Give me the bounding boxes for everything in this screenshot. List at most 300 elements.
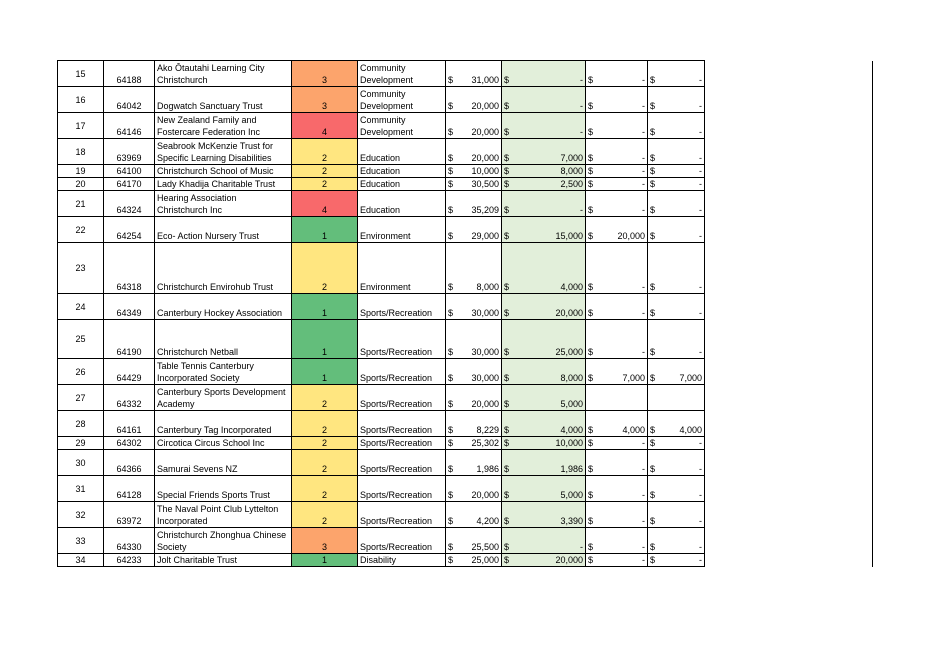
priority-rating: 1: [292, 359, 358, 385]
table-row: [58, 359, 873, 385]
amount-recommended-value: -: [580, 127, 583, 137]
currency-symbol: $: [504, 101, 510, 111]
currency-symbol: $: [650, 127, 656, 137]
currency-symbol: $: [448, 231, 454, 241]
amount-recommended: [502, 528, 586, 554]
amount-requested-value: 20,000: [471, 153, 499, 163]
row-number: 22: [58, 217, 104, 243]
amount-col3: [586, 113, 648, 139]
amount-col4-value: -: [699, 542, 702, 552]
amount-recommended-value: 1,986: [560, 464, 583, 474]
priority-rating: 2: [292, 437, 358, 450]
currency-symbol: $: [448, 555, 454, 565]
application-id: 64366: [104, 450, 155, 476]
currency-symbol: $: [504, 490, 510, 500]
category: Sports/Recreation: [358, 411, 446, 437]
row-number: 27: [58, 385, 104, 411]
application-id: 64190: [104, 320, 155, 359]
category: Sports/Recreation: [358, 437, 446, 450]
row-number: 30: [58, 450, 104, 476]
amount-requested: [446, 528, 502, 554]
currency-symbol: $: [650, 516, 656, 526]
amount-recommended: [502, 411, 586, 437]
blank-cell: [705, 191, 873, 217]
table-row: [58, 476, 873, 502]
amount-recommended-value: 20,000: [555, 308, 583, 318]
currency-symbol: $: [588, 127, 594, 137]
amount-recommended-value: -: [580, 542, 583, 552]
amount-col3-value: -: [642, 101, 645, 111]
currency-symbol: $: [504, 399, 510, 409]
blank-cell: [705, 178, 873, 191]
currency-symbol: $: [504, 464, 510, 474]
table-row: [58, 165, 873, 178]
category: Environment: [358, 243, 446, 294]
currency-symbol: $: [504, 542, 510, 552]
amount-recommended: [502, 113, 586, 139]
amount-col4-value: -: [699, 490, 702, 500]
priority-rating: 2: [292, 178, 358, 191]
blank-cell: [705, 165, 873, 178]
blank-cell: [705, 61, 873, 87]
amount-col4-value: -: [699, 347, 702, 357]
blank-cell: [705, 502, 873, 528]
currency-symbol: $: [504, 425, 510, 435]
currency-symbol: $: [448, 490, 454, 500]
amount-col3-value: -: [642, 464, 645, 474]
currency-symbol: $: [650, 282, 656, 292]
amount-col4: [648, 476, 705, 502]
amount-recommended-value: 5,000: [560, 399, 583, 409]
table-row: [58, 61, 873, 87]
amount-col4: [648, 385, 705, 411]
amount-recommended: [502, 554, 586, 567]
currency-symbol: $: [504, 205, 510, 215]
table-row: [58, 528, 873, 554]
amount-recommended-value: -: [580, 205, 583, 215]
currency-symbol: $: [504, 231, 510, 241]
amount-col3-value: 4,000: [622, 425, 645, 435]
amount-col4-value: -: [699, 516, 702, 526]
amount-col3-value: -: [642, 542, 645, 552]
row-number: 34: [58, 554, 104, 567]
amount-recommended: [502, 191, 586, 217]
amount-col4: [648, 320, 705, 359]
category: Community Development: [358, 61, 446, 87]
blank-cell: [705, 385, 873, 411]
amount-col4-value: -: [699, 205, 702, 215]
amount-col3: [586, 359, 648, 385]
currency-symbol: $: [588, 308, 594, 318]
priority-rating: 2: [292, 411, 358, 437]
amount-requested-value: 30,500: [471, 179, 499, 189]
amount-col4: [648, 113, 705, 139]
amount-col3: [586, 165, 648, 178]
category: Sports/Recreation: [358, 450, 446, 476]
currency-symbol: $: [588, 231, 594, 241]
amount-col4: [648, 554, 705, 567]
amount-requested: [446, 437, 502, 450]
row-number: 32: [58, 502, 104, 528]
organisation-name: The Naval Point Club Lyttelton Incorporated: [155, 502, 292, 528]
priority-rating: 4: [292, 191, 358, 217]
row-number: 21: [58, 191, 104, 217]
amount-requested-value: 20,000: [471, 127, 499, 137]
row-number: 15: [58, 61, 104, 87]
application-id: 64128: [104, 476, 155, 502]
application-id: 64188: [104, 61, 155, 87]
amount-requested-value: 30,000: [471, 373, 499, 383]
organisation-name: Christchurch Zhonghua Chinese Society: [155, 528, 292, 554]
application-id: 64302: [104, 437, 155, 450]
table-row: [58, 217, 873, 243]
priority-rating: 1: [292, 217, 358, 243]
row-number: 24: [58, 294, 104, 320]
currency-symbol: $: [650, 425, 656, 435]
blank-cell: [705, 528, 873, 554]
amount-requested-value: 25,000: [471, 555, 499, 565]
amount-recommended: [502, 87, 586, 113]
priority-rating: 2: [292, 502, 358, 528]
row-number: 20: [58, 178, 104, 191]
table-row: [58, 178, 873, 191]
amount-requested: [446, 411, 502, 437]
currency-symbol: $: [504, 166, 510, 176]
amount-col3: [586, 554, 648, 567]
currency-symbol: $: [650, 308, 656, 318]
table-row: [58, 320, 873, 359]
row-number: 19: [58, 165, 104, 178]
currency-symbol: $: [588, 555, 594, 565]
amount-col4: [648, 411, 705, 437]
blank-cell: [705, 437, 873, 450]
organisation-name: Christchurch Netball: [155, 320, 292, 359]
amount-col3: [586, 476, 648, 502]
category: Education: [358, 165, 446, 178]
amount-col4: [648, 61, 705, 87]
application-id: 64330: [104, 528, 155, 554]
amount-col4: [648, 191, 705, 217]
currency-symbol: $: [588, 153, 594, 163]
application-id: 64170: [104, 178, 155, 191]
organisation-name: Circotica Circus School Inc: [155, 437, 292, 450]
amount-recommended: [502, 217, 586, 243]
amount-recommended-value: 4,000: [560, 282, 583, 292]
amount-requested: [446, 243, 502, 294]
row-number: 23: [58, 243, 104, 294]
blank-cell: [705, 243, 873, 294]
table-row: [58, 437, 873, 450]
amount-col3-value: -: [642, 127, 645, 137]
amount-requested: [446, 165, 502, 178]
priority-rating: 1: [292, 320, 358, 359]
organisation-name: Special Friends Sports Trust: [155, 476, 292, 502]
currency-symbol: $: [448, 75, 454, 85]
blank-cell: [705, 359, 873, 385]
application-id: 63972: [104, 502, 155, 528]
table-row: [58, 191, 873, 217]
amount-col4-value: -: [699, 308, 702, 318]
amount-col3: [586, 61, 648, 87]
amount-recommended-value: 15,000: [555, 231, 583, 241]
currency-symbol: $: [504, 282, 510, 292]
amount-recommended: [502, 320, 586, 359]
currency-symbol: $: [504, 179, 510, 189]
currency-symbol: $: [650, 347, 656, 357]
currency-symbol: $: [588, 347, 594, 357]
amount-requested-value: 20,000: [471, 399, 499, 409]
amount-requested: [446, 385, 502, 411]
organisation-name: New Zealand Family and Fostercare Federation Inc: [155, 113, 292, 139]
priority-rating: 3: [292, 528, 358, 554]
priority-rating: 1: [292, 554, 358, 567]
currency-symbol: $: [448, 399, 454, 409]
amount-col3: [586, 139, 648, 165]
application-id: 64233: [104, 554, 155, 567]
amount-requested-value: 4,200: [476, 516, 499, 526]
application-id: 64332: [104, 385, 155, 411]
row-number: 18: [58, 139, 104, 165]
table-row: [58, 450, 873, 476]
amount-requested-value: 10,000: [471, 166, 499, 176]
currency-symbol: $: [650, 490, 656, 500]
amount-recommended: [502, 61, 586, 87]
amount-recommended-value: 2,500: [560, 179, 583, 189]
amount-col4: [648, 217, 705, 243]
organisation-name: Lady Khadija Charitable Trust: [155, 178, 292, 191]
currency-symbol: $: [448, 347, 454, 357]
amount-col4-value: 7,000: [679, 373, 702, 383]
currency-symbol: $: [504, 555, 510, 565]
amount-requested-value: 8,000: [476, 282, 499, 292]
funding-table: [57, 60, 873, 567]
application-id: 64146: [104, 113, 155, 139]
blank-cell: [705, 217, 873, 243]
table-row: [58, 243, 873, 294]
organisation-name: Christchurch Envirohub Trust: [155, 243, 292, 294]
amount-recommended-value: -: [580, 101, 583, 111]
currency-symbol: $: [588, 75, 594, 85]
currency-symbol: $: [650, 75, 656, 85]
blank-cell: [705, 139, 873, 165]
priority-rating: 2: [292, 165, 358, 178]
currency-symbol: $: [448, 373, 454, 383]
amount-requested: [446, 294, 502, 320]
blank-cell: [705, 411, 873, 437]
amount-requested: [446, 450, 502, 476]
amount-requested-value: 29,000: [471, 231, 499, 241]
row-number: 33: [58, 528, 104, 554]
amount-col4-value: -: [699, 438, 702, 448]
currency-symbol: $: [504, 438, 510, 448]
category: Community Development: [358, 113, 446, 139]
currency-symbol: $: [588, 166, 594, 176]
currency-symbol: $: [504, 308, 510, 318]
amount-requested: [446, 178, 502, 191]
category: Education: [358, 178, 446, 191]
amount-col3-value: -: [642, 166, 645, 176]
table-row: [58, 411, 873, 437]
category: Sports/Recreation: [358, 294, 446, 320]
amount-requested-value: 35,209: [471, 205, 499, 215]
application-id: 64100: [104, 165, 155, 178]
amount-col4-value: -: [699, 231, 702, 241]
amount-col4: [648, 294, 705, 320]
organisation-name: Canterbury Sports Development Academy: [155, 385, 292, 411]
currency-symbol: $: [448, 282, 454, 292]
amount-col4-value: -: [699, 127, 702, 137]
category: Sports/Recreation: [358, 502, 446, 528]
currency-symbol: $: [588, 490, 594, 500]
amount-requested-value: 20,000: [471, 101, 499, 111]
amount-recommended-value: 8,000: [560, 373, 583, 383]
amount-col3-value: 7,000: [622, 373, 645, 383]
application-id: 63969: [104, 139, 155, 165]
currency-symbol: $: [650, 166, 656, 176]
currency-symbol: $: [504, 516, 510, 526]
table-row: [58, 113, 873, 139]
currency-symbol: $: [448, 308, 454, 318]
currency-symbol: $: [448, 179, 454, 189]
currency-symbol: $: [504, 153, 510, 163]
amount-recommended: [502, 476, 586, 502]
application-id: 64324: [104, 191, 155, 217]
amount-col4: [648, 528, 705, 554]
currency-symbol: $: [650, 438, 656, 448]
application-id: 64254: [104, 217, 155, 243]
amount-col3-value: -: [642, 347, 645, 357]
row-number: 16: [58, 87, 104, 113]
currency-symbol: $: [650, 205, 656, 215]
amount-col4-value: -: [699, 179, 702, 189]
organisation-name: Jolt Charitable Trust: [155, 554, 292, 567]
amount-recommended-value: 25,000: [555, 347, 583, 357]
row-number: 25: [58, 320, 104, 359]
category: Education: [358, 139, 446, 165]
amount-requested: [446, 61, 502, 87]
table-row: [58, 502, 873, 528]
amount-col3: [586, 294, 648, 320]
amount-recommended: [502, 385, 586, 411]
amount-recommended: [502, 502, 586, 528]
amount-recommended: [502, 178, 586, 191]
category: Environment: [358, 217, 446, 243]
amount-requested: [446, 554, 502, 567]
amount-recommended-value: 7,000: [560, 153, 583, 163]
amount-col4-value: -: [699, 101, 702, 111]
table-row: [58, 139, 873, 165]
organisation-name: Canterbury Tag Incorporated: [155, 411, 292, 437]
amount-col3-value: -: [642, 282, 645, 292]
amount-col3-value: -: [642, 153, 645, 163]
currency-symbol: $: [588, 425, 594, 435]
amount-col3-value: -: [642, 516, 645, 526]
priority-rating: 1: [292, 294, 358, 320]
application-id: 64349: [104, 294, 155, 320]
currency-symbol: $: [588, 179, 594, 189]
currency-symbol: $: [504, 75, 510, 85]
organisation-name: Seabrook McKenzie Trust for Specific Learning Disabilities: [155, 139, 292, 165]
amount-col3-value: -: [642, 438, 645, 448]
currency-symbol: $: [448, 425, 454, 435]
amount-requested-value: 30,000: [471, 308, 499, 318]
amount-requested-value: 31,000: [471, 75, 499, 85]
currency-symbol: $: [650, 542, 656, 552]
amount-col3: [586, 87, 648, 113]
amount-requested: [446, 320, 502, 359]
amount-col3: [586, 320, 648, 359]
row-number: 26: [58, 359, 104, 385]
currency-symbol: $: [588, 282, 594, 292]
category: Sports/Recreation: [358, 385, 446, 411]
amount-col3: [586, 411, 648, 437]
currency-symbol: $: [588, 373, 594, 383]
amount-col4: [648, 243, 705, 294]
currency-symbol: $: [588, 464, 594, 474]
organisation-name: Christchurch School of Music: [155, 165, 292, 178]
amount-col3-value: -: [642, 205, 645, 215]
currency-symbol: $: [588, 516, 594, 526]
amount-col4-value: -: [699, 464, 702, 474]
table-row: [58, 87, 873, 113]
currency-symbol: $: [448, 205, 454, 215]
amount-col4: [648, 165, 705, 178]
amount-recommended: [502, 437, 586, 450]
amount-requested: [446, 87, 502, 113]
priority-rating: 2: [292, 243, 358, 294]
amount-col4: [648, 450, 705, 476]
row-number: 29: [58, 437, 104, 450]
blank-cell: [705, 294, 873, 320]
organisation-name: Ako Ōtautahi Learning City Christchurch: [155, 61, 292, 87]
priority-rating: 3: [292, 87, 358, 113]
amount-requested-value: 25,302: [471, 438, 499, 448]
category: Sports/Recreation: [358, 320, 446, 359]
amount-recommended: [502, 165, 586, 178]
organisation-name: Table Tennis Canterbury Incorporated Society: [155, 359, 292, 385]
amount-col4-value: -: [699, 153, 702, 163]
organisation-name: Samurai Sevens NZ: [155, 450, 292, 476]
amount-recommended: [502, 450, 586, 476]
amount-col3-value: -: [642, 179, 645, 189]
amount-col4-value: -: [699, 75, 702, 85]
amount-recommended-value: 20,000: [555, 555, 583, 565]
table-row: [58, 385, 873, 411]
application-id: 64161: [104, 411, 155, 437]
table-row: [58, 554, 873, 567]
amount-col4: [648, 178, 705, 191]
currency-symbol: $: [650, 555, 656, 565]
category: Education: [358, 191, 446, 217]
currency-symbol: $: [650, 231, 656, 241]
amount-requested: [446, 476, 502, 502]
blank-cell: [705, 113, 873, 139]
amount-col3: [586, 502, 648, 528]
currency-symbol: $: [504, 347, 510, 357]
organisation-name: Canterbury Hockey Association: [155, 294, 292, 320]
amount-requested: [446, 139, 502, 165]
amount-col4: [648, 87, 705, 113]
amount-col4-value: -: [699, 166, 702, 176]
category: Disability: [358, 554, 446, 567]
amount-col4: [648, 359, 705, 385]
currency-symbol: $: [650, 179, 656, 189]
amount-col4: [648, 502, 705, 528]
amount-recommended: [502, 243, 586, 294]
currency-symbol: $: [504, 373, 510, 383]
currency-symbol: $: [448, 127, 454, 137]
amount-requested-value: 20,000: [471, 490, 499, 500]
